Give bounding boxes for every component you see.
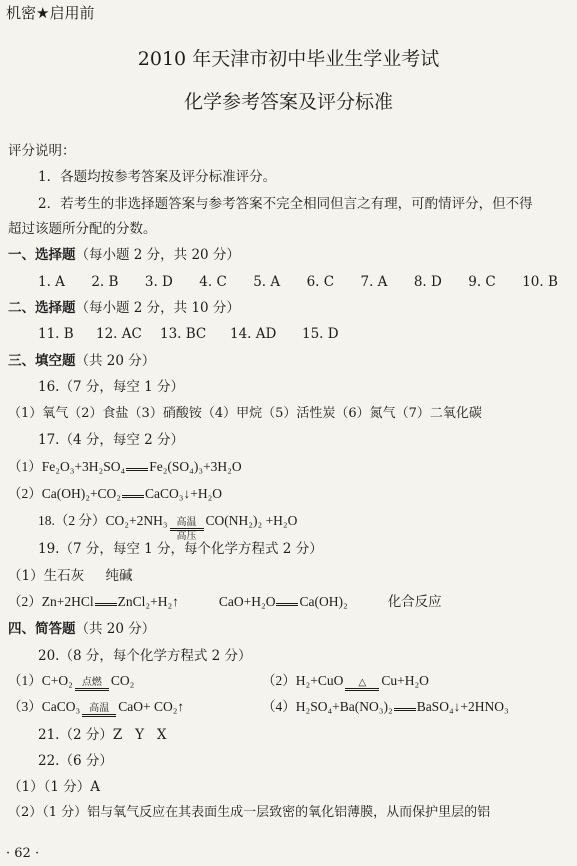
q17-equation-2 (8, 485, 222, 503)
section1-heading-note: （每小题 2 分，共 20 分） (75, 247, 240, 263)
q19-reaction-type: 化合反应 (387, 594, 442, 609)
page-number: · 62 · (6, 846, 40, 861)
answer-11: 11. B (38, 326, 74, 342)
q18-reaction-condition (170, 517, 204, 542)
scoring-note-1: 1．各题均按参考答案及评分标准评分。 (38, 169, 277, 185)
answer-5: 5. A (253, 274, 281, 290)
q17-2-label: （2） (8, 486, 42, 501)
section3-heading-title: 三、填空题 (8, 353, 76, 369)
secret-mark: 机密★启用前 (6, 4, 95, 22)
q22-answer-2: （2）（1 分）铝与氧气反应在其表面生成一层致密的氧化铝薄膜，从而保护里层的铝 (8, 805, 491, 820)
scoring-note-2-line2: 超过该题所分配的分数。 (8, 221, 157, 237)
q20-1-condition: 点燃 (81, 677, 102, 688)
q20-3-products: CaO+ CO₂↑ (118, 699, 185, 714)
section4-heading-title: 四、简答题 (8, 621, 76, 637)
section2-heading-title: 二、选择题 (8, 300, 76, 316)
q19-2-label: （2） (8, 594, 42, 609)
section4-heading-note: （共 20 分） (75, 621, 156, 637)
answer-6: 6. C (306, 274, 335, 290)
answer-13: 13. BC (160, 326, 207, 342)
q20-3-reaction-condition (82, 703, 116, 728)
answer-10: 10. B (522, 274, 558, 290)
answer-3: 3. D (144, 274, 173, 290)
scoring-notes-heading: 评分说明： (8, 143, 76, 159)
q16-heading: 16.（7 分，每空 1 分） (38, 379, 185, 395)
answer-2: 2. B (91, 274, 119, 290)
q17-1-reactants: Fe₂O₃+3H₂SO₄ (41, 459, 126, 474)
q19-2b-products: Ca(OH)₂ (299, 594, 348, 609)
section4-heading (8, 620, 155, 638)
q20-3-reactants: CaCO₃ (41, 699, 81, 714)
q20-1-products: CO₂ (110, 673, 135, 688)
q17-2-products: CaCO₃↓+H₂O (145, 486, 223, 501)
q17-1-label: （1） (8, 459, 42, 474)
q18-equation (38, 512, 297, 542)
q17-heading: 17.（4 分，每空 2 分） (38, 432, 185, 448)
answer-4: 4. C (199, 274, 227, 290)
q19-answer-1: （1）生石灰 纯碱 (8, 568, 133, 584)
section1-answers (38, 273, 558, 291)
q20-3-label: （3） (8, 699, 42, 714)
q18-condition-top: 高温 (176, 517, 197, 528)
q17-1-products: Fe₂(SO₄)₃+3H₂O (149, 459, 242, 474)
q22-answer-1: （1）（1 分）A (8, 779, 100, 795)
equals-sign (394, 708, 416, 711)
q22-heading: 22.（6 分） (38, 753, 113, 769)
equals-sign (122, 495, 144, 498)
q20-1-reactants: C+O₂ (41, 673, 73, 688)
section3-heading (8, 352, 155, 370)
q19-2-products: ZnCl₂+H₂↑ (117, 594, 179, 609)
answer-8: 8. D (413, 274, 442, 290)
q20-2-label: （2） (262, 673, 296, 688)
answer-9: 9. C (468, 274, 496, 290)
equals-sign (126, 468, 148, 471)
q19-2b-reactants: CaO+H₂O (218, 594, 276, 609)
equals-sign (276, 603, 298, 606)
q20-2-reactants: H₂+CuO (295, 673, 344, 688)
scoring-note-2-line1: 2．若考生的非选择题答案与参考答案不完全相同但言之有理，可酌情评分，但不得 (38, 196, 533, 212)
answer-15: 15. D (302, 326, 339, 342)
q18-condition-bottom: 高压 (176, 531, 197, 542)
q20-4-reactants: H₂SO₄+Ba(NO₃)₂ (295, 699, 393, 714)
q20-2-products: Cu+H₂O (381, 673, 429, 688)
q18-products: CO(NH₂)₂ +H₂O (205, 513, 298, 528)
equals-sign (95, 603, 117, 606)
answer-1: 1. A (38, 274, 65, 290)
section2-heading (8, 299, 240, 317)
q16-answer: （1）氧气（2）食盐（3）硝酸铵（4）甲烷（5）活性炭（6）氮气（7）二氧化碳 (8, 406, 482, 421)
section1-heading-title: 一、选择题 (8, 247, 76, 263)
q20-4-products: BaSO₄↓+2HNO₃ (416, 699, 509, 714)
answer-12: 12. AC (96, 326, 142, 342)
page-title: 2010 年天津市初中毕业生学业考试 (137, 48, 440, 70)
section2-answers (38, 325, 362, 343)
answer-7: 7. A (360, 274, 388, 290)
q19-heading: 19.（7 分，每空 1 分，每个化学方程式 2 分） (38, 541, 323, 557)
heat-triangle-icon: △ (358, 677, 367, 688)
section3-heading-note: （共 20 分） (75, 353, 156, 369)
q19-2-reactants: Zn+2HCl (41, 594, 94, 609)
q20-1-label: （1） (8, 673, 42, 688)
section1-heading (8, 246, 240, 264)
q17-equation-1 (8, 458, 242, 476)
q18-label: 18.（2 分） (38, 513, 106, 528)
answer-14: 14. AD (230, 326, 277, 342)
q21-answer: 21.（2 分）Z Y X (38, 727, 167, 743)
q17-2-reactants: Ca(OH)₂+CO₂ (41, 486, 122, 501)
q20-equation-3 (8, 698, 184, 728)
q20-4-label: （4） (262, 699, 296, 714)
page-subtitle: 化学参考答案及评分标准 (183, 91, 393, 113)
q19-answer-2 (8, 593, 442, 611)
q20-heading: 20.（8 分，每个化学方程式 2 分） (38, 648, 252, 664)
q20-3-condition: 高温 (89, 703, 110, 714)
q18-reactants: CO₂+2NH₃ (105, 513, 168, 528)
q20-equation-4 (262, 698, 509, 716)
section2-heading-note: （每小题 2 分，共 10 分） (75, 300, 240, 316)
